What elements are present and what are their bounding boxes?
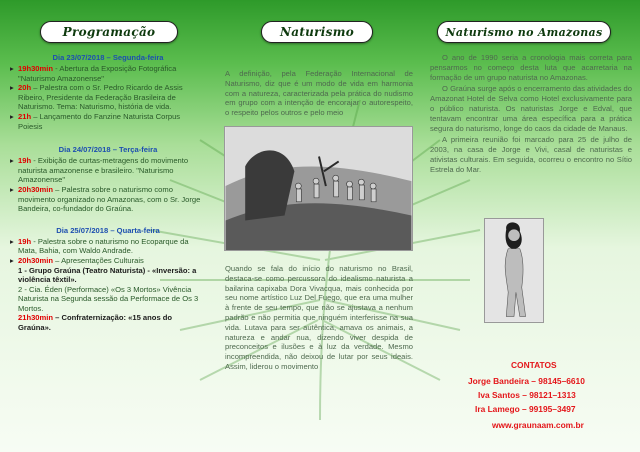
event-time: 20h xyxy=(18,83,32,93)
event-text: – Confraternização: «15 anos do Graúna». xyxy=(18,313,173,333)
event-text: – Palestra sobre o naturismo como movimento organizado no Amazonas, com o Sr. Jorge Bandeira, co-fundador do Graúna. xyxy=(18,184,201,214)
panel-programacao xyxy=(0,0,213,452)
bullet-icon: ▸ xyxy=(10,111,14,121)
contact-ira: Ira Lamego – 99195–3497 xyxy=(475,404,576,414)
event-time: 20h30min xyxy=(18,184,54,194)
contact-jorge: Jorge Bandeira – 98145–6610 xyxy=(468,376,585,386)
bullet-icon: ▸ xyxy=(10,236,14,246)
contacts-title: CONTATOS xyxy=(511,360,557,370)
bullet-icon: ▸ xyxy=(10,83,14,93)
event-text: – Lançamento do Fanzine Naturista Corpus Poiesis xyxy=(18,111,181,131)
amazonas-text xyxy=(430,53,632,175)
event-time: 19h xyxy=(18,156,32,166)
panel-title-naturismo: Naturismo xyxy=(261,21,373,43)
panel-title-amazonas: Naturismo no Amazonas xyxy=(437,21,611,43)
website-link[interactable]: www.graunaam.com.br xyxy=(492,420,584,430)
paragraph: O ano de 1990 seria a cronologia mais correta para pensarmos no começo desta luta que acarretaria na formação de um grupo naturista no Amazonas. xyxy=(430,53,632,82)
day-date: Dia 24/07/2018 – Terça-feira xyxy=(58,145,158,155)
history-paragraph: Quando se fala do início do naturismo no Brasil, destaca-se como percussora do idealismo naturista a bailarina capixaba Dora Vivacqua, mais conhecida por seu nome artístico Luz Del Fuego, que era uma mulher à frente de seu tempo, que não se ajustava a nenhum padrão e não permitia que ninguém interferisse na sua vida. Lutava para ser autêntica, amava os animais, a natureza e andar nua, dizendo viver despida de preconceitos e ilusões e à luz da verdade. Mesmo incompreendida, não deixou de lutar por seus ideais. Assim, liderou o movimento xyxy=(225,264,413,371)
cultural-item: 2 - Cia. Éden (Performace) «Os 3 Mortos» Vivência Naturista na Segunda sessão da Performace de Os 3 Mortos. xyxy=(18,284,199,313)
schedule xyxy=(10,53,206,333)
event-item xyxy=(10,256,206,266)
event-item xyxy=(10,112,206,131)
day-date: Dia 25/07/2018 – Quarta-feira xyxy=(56,225,160,235)
event-item xyxy=(10,83,206,112)
paragraph: O Graúna surge após o encerramento das atividades do Amazonat Hotel de Selva como Hotel exclusivamente para o público naturista. Os naturistas Jorge e Edval, que tentavam encontrar uma área específica para a prática segura do naturismo, longe do caos da cidade de Manaus. xyxy=(430,84,632,133)
contact-iva: Iva Santos – 98121–1313 xyxy=(478,390,576,400)
event-text: - Exibição de curtas-metragens do movimento naturista amazonense e brasileiro. "Naturismo Amazonense" xyxy=(18,156,189,185)
event-item xyxy=(10,64,206,83)
bullet-icon: ▸ xyxy=(10,64,14,73)
event-item xyxy=(10,313,206,332)
event-text: - Palestra sobre o naturismo no Ecoparque da Mata, Bahia, com Waldo Andrade. xyxy=(18,236,189,256)
panel-title-programacao: Programação xyxy=(40,21,178,43)
event-time: 21h xyxy=(18,111,32,121)
event-item xyxy=(10,185,206,214)
panel-naturismo-amazonas xyxy=(420,0,640,452)
event-text: - Abertura da Exposição Fotográfica "Naturismo Amazonense" xyxy=(18,64,177,83)
definition-paragraph: A definição, pela Federação Internacional de Naturismo, diz que é um modo de vida em harmonia com a natureza, caracterizada pela prática do nudismo em grupo com a intenção de encorajar o autorespeito, o respeito pelos outros e pelo meio xyxy=(225,69,413,118)
bullet-icon: ▸ xyxy=(10,255,14,265)
bullet-icon: ▸ xyxy=(10,156,14,166)
paragraph: A primeira reunião foi marcado para 25 de julho de 2003, na casa de Jorge e Vivi, casal de naturistas e ativistas culturais. Em seguida, ocorreu o encontro no Sítio Estrela do Mar. xyxy=(430,135,632,174)
event-time: 19h30min xyxy=(18,64,54,73)
cultural-item: 1 - Grupo Graúna (Teatro Naturista) - «Inversão: a violência têxtil». xyxy=(18,265,197,285)
bullet-icon: ▸ xyxy=(10,184,14,194)
event-time: 19h xyxy=(18,236,32,246)
vintage-naturist-photo xyxy=(224,126,413,251)
event-item xyxy=(10,156,206,185)
event-text: – Palestra com o Sr. Pedro Ricardo de Assis Ribeiro, Presidente da Federação Brasileira de Naturismo. Tema: Naturismo, história de vida. xyxy=(18,83,183,112)
vintage-portrait-photo xyxy=(484,218,544,323)
day-date: Dia 23/07/2018 – Segunda-feira xyxy=(52,53,164,62)
event-time: 21h30min xyxy=(18,313,54,323)
panel-naturismo xyxy=(213,0,420,452)
event-time: 20h30min xyxy=(18,255,54,265)
event-item xyxy=(10,237,206,256)
event-text: – Apresentações Culturais xyxy=(53,255,144,265)
